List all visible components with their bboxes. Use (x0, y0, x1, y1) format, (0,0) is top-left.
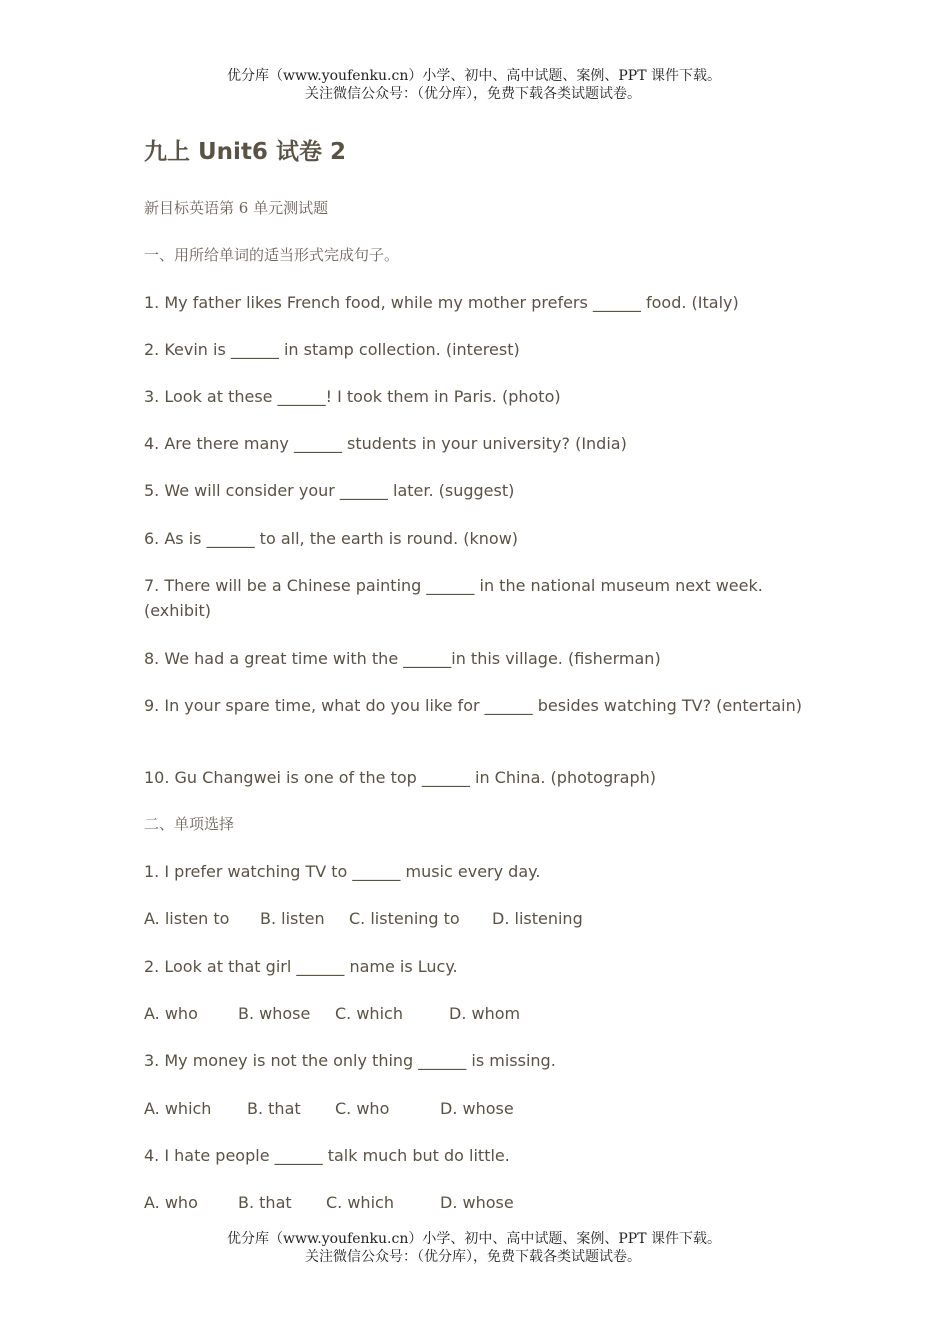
document-subtitle: 新目标英语第 6 单元测试题 (144, 199, 329, 217)
fill-item-3: 3. Look at these ______! I took them in Paris. (photo) (144, 387, 561, 406)
option-c: C. which (335, 1004, 403, 1023)
mc-question-3: 3. My money is not the only thing ______ is missing. (144, 1051, 556, 1070)
section-1-heading: 一、用所给单词的适当形式完成句子。 (144, 246, 400, 264)
mc-question-4: 4. I hate people ______ talk much but do little. (144, 1146, 510, 1165)
footer-line-2: 关注微信公众号：（优分库），免费下载各类试题试卷。 (305, 1249, 641, 1265)
option-a: A. who (144, 1004, 198, 1023)
option-b: B. that (238, 1193, 292, 1212)
option-a: A. which (144, 1099, 212, 1118)
option-c: C. which (326, 1193, 394, 1212)
header-line-1: 优分库（www.youfenku.cn）小学、初中、高中试题、案例、PPT 课件下载。 (226, 68, 721, 84)
mc-question-1: 1. I prefer watching TV to ______ music every day. (144, 862, 541, 881)
option-a: A. who (144, 1193, 198, 1212)
fill-item-2: 2. Kevin is ______ in stamp collection. (interest) (144, 340, 520, 359)
footer-line-1: 优分库（www.youfenku.cn）小学、初中、高中试题、案例、PPT 课件下载。 (226, 1231, 721, 1247)
page-footer (0, 1230, 950, 1266)
fill-item-6: 6. As is ______ to all, the earth is round. (know) (144, 529, 519, 548)
option-c: C. listening to (349, 909, 460, 928)
option-a: A. listen to (144, 909, 230, 928)
option-d: D. listening (492, 909, 583, 928)
fill-item-8: 8. We had a great time with the ______in this village. (fisherman) (144, 649, 661, 668)
section-2-heading: 二、单项选择 (144, 815, 235, 833)
option-d: D. whose (440, 1099, 514, 1118)
document-title: 九上 Unit6 试卷 2 (144, 139, 346, 165)
option-b: B. listen (260, 909, 325, 928)
option-d: D. whom (449, 1004, 521, 1023)
fill-item-9: 9. In your spare time, what do you like for ______ besides watching TV? (entertain) (144, 696, 802, 715)
fill-item-4: 4. Are there many ______ students in your university? (India) (144, 434, 627, 453)
header-line-2: 关注微信公众号：（优分库），免费下载各类试题试卷。 (305, 86, 641, 102)
fill-item-1: 1. My father likes French food, while my mother prefers ______ food. (Italy) (144, 293, 739, 312)
fill-item-7: 7. There will be a Chinese painting ______ in the national museum next week. (exhibit) (144, 576, 763, 620)
fill-item-5: 5. We will consider your ______ later. (suggest) (144, 481, 515, 500)
page-header (0, 67, 950, 103)
option-c: C. who (335, 1099, 390, 1118)
fill-item-10: 10. Gu Changwei is one of the top ______ in China. (photograph) (144, 768, 657, 787)
option-b: B. whose (238, 1004, 311, 1023)
mc-question-2: 2. Look at that girl ______ name is Lucy. (144, 957, 458, 976)
option-b: B. that (247, 1099, 301, 1118)
option-d: D. whose (440, 1193, 514, 1212)
